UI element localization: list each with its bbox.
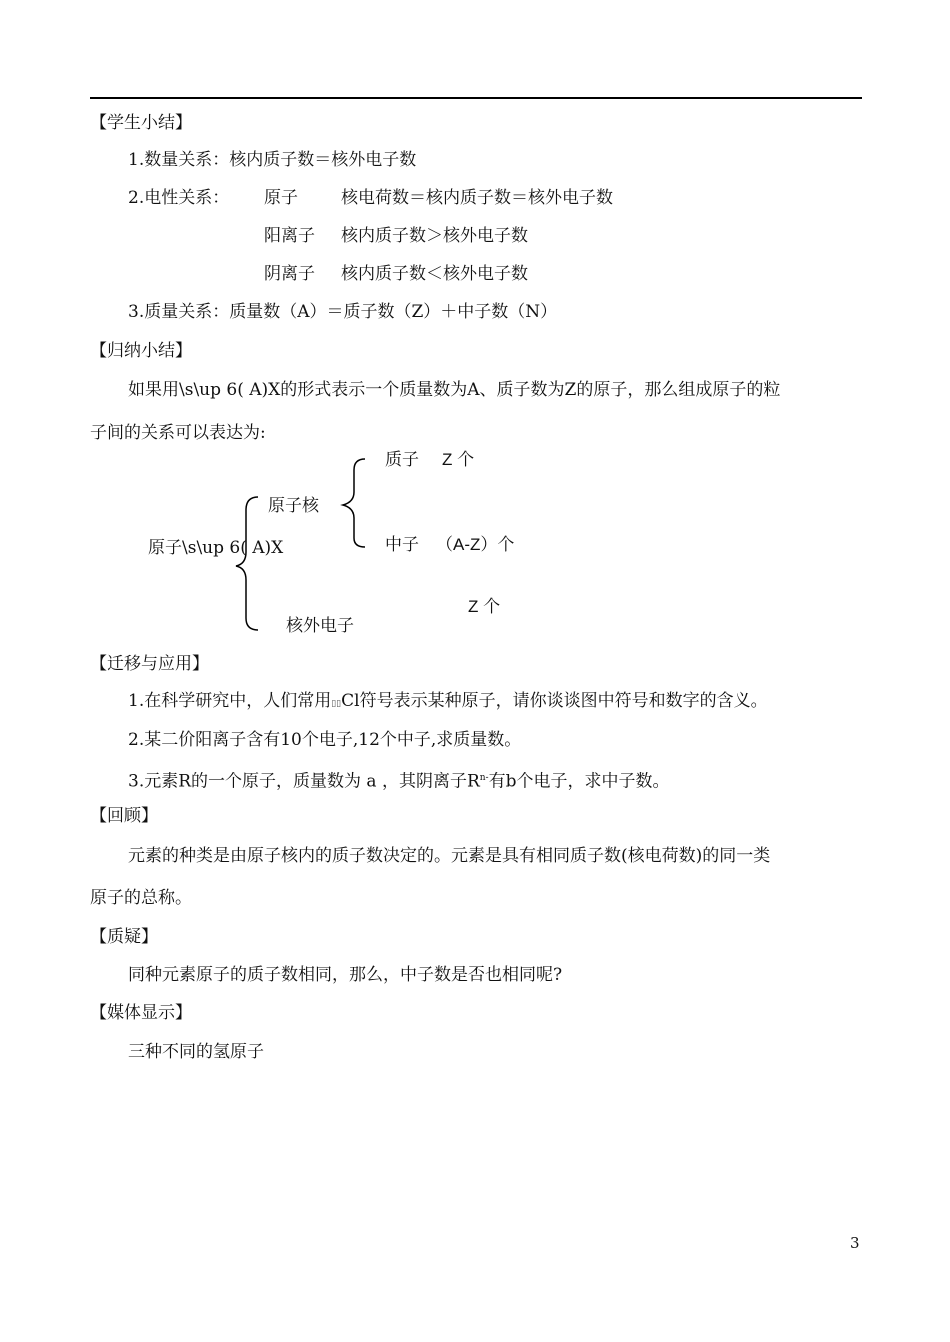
diagram-proton-label: 质子 [385,450,419,469]
question-3-text-end: 有b个电子，求中子数。 [488,771,670,792]
summary-cation-relation: 核内质子数＞核外电子数 [341,226,528,246]
summary-anion-label: 阴离子 [264,264,315,284]
isotope-symbol-placeholder: ▯▯ [331,699,342,709]
summary-cation-label: 阳离子 [264,226,315,246]
anion-charge-superscript: n- [479,773,489,783]
section-heading-summary: 【学生小结】 [90,113,192,133]
diagram-proton-count: Z 个 [442,450,475,469]
summary-item-3: 3.质量关系：质量数（A）＝质子数（Z）＋中子数（N） [128,302,558,322]
page-number: 3 [850,1234,860,1252]
section-heading-application: 【迁移与应用】 [90,654,209,674]
review-line-2: 原子的总称。 [90,888,192,908]
section-heading-question: 【质疑】 [90,927,158,947]
induction-paragraph-line-2: 子间的关系可以表达为: [90,423,266,443]
section-heading-media: 【媒体显示】 [90,1003,192,1023]
diagram-nucleus-label: 原子核 [268,496,319,515]
summary-atom-relation: 核电荷数＝核内质子数＝核外电子数 [341,188,613,208]
application-question-1 [128,691,768,714]
summary-item-2-label: 2.电性关系： [128,188,230,208]
question-3-text-start: 3.元素R的一个原子，质量数为 a ，其阴离子R [128,771,480,792]
inner-brace [343,459,365,547]
summary-atom-label: 原子 [264,188,298,208]
summary-item-1: 1.数量关系：核内质子数＝核外电子数 [128,150,417,170]
outer-brace [236,497,258,630]
review-line-1: 元素的种类是由原子核内的质子数决定的。元素是具有相同质子数(核电荷数)的同一类 [128,846,771,866]
summary-anion-relation: 核内质子数＜核外电子数 [341,264,528,284]
question-text: 同种元素原子的质子数相同，那么，中子数是否也相同呢? [128,965,563,985]
question-1-text-end: Cl符号表示某种原子，请你谈谈图中符号和数字的含义。 [341,691,768,711]
diagram-electrons-label: 核外电子 [286,616,354,635]
diagram-neutron-count: （A-Z）个 [436,535,515,554]
application-question-2: 2.某二价阳离子含有10个电子,12个中子,求质量数。 [128,730,522,750]
question-1-text-start: 1.在科学研究中，人们常用 [128,691,332,711]
diagram-atom-label: 原子\s\up 6( A)X [148,538,284,558]
section-heading-induction: 【归纳小结】 [90,341,192,361]
media-text: 三种不同的氢原子 [128,1042,264,1062]
diagram-electron-count: Z 个 [468,597,501,616]
induction-paragraph-line-1: 如果用\s\up 6( A)X的形式表示一个质量数为A、质子数为Z的原子，那么组成原子的粒 [128,380,781,400]
section-heading-review: 【回顾】 [90,806,158,826]
diagram-neutron-label: 中子 [385,535,419,554]
application-question-3 [128,768,670,792]
